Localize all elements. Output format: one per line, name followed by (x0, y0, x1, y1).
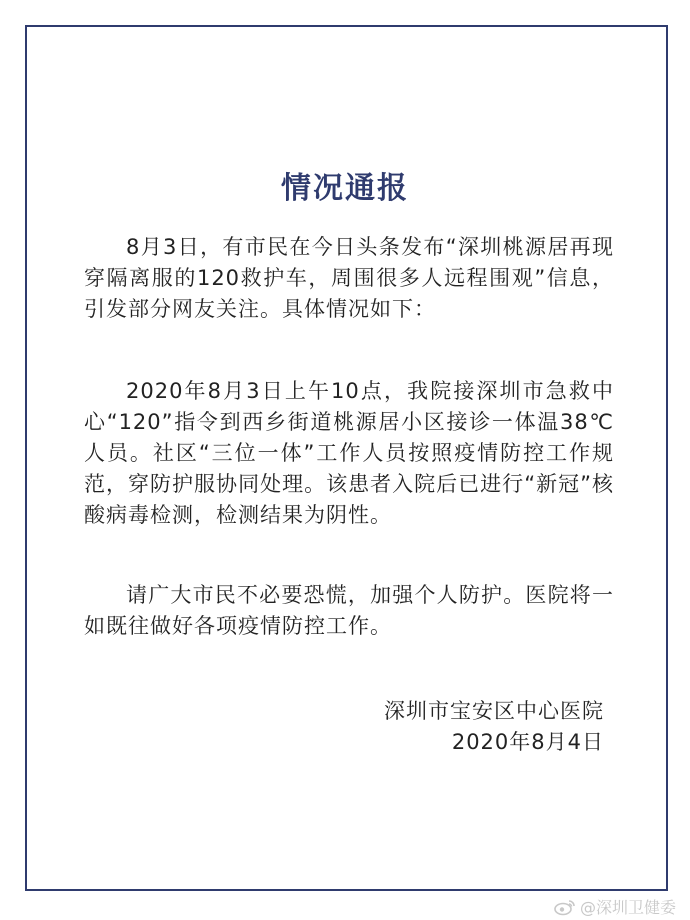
signature-date: 2020年8月4日 (451, 730, 604, 754)
paragraph-2: 2020年8月3日上午10点，我院接深圳市急救中心“120”指令到西乡街道桃源居小区接诊一体温38℃人员。社区“三位一体”工作人员按照疫情防控工作规范，穿防护服协同处理。该患者入院后已进行“新冠”核酸病毒检测，检测结果为阴性。 (84, 379, 614, 527)
notice-title: 情况通报 (281, 171, 409, 206)
signature-block (384, 696, 604, 758)
paragraph-3: 请广大市民不必要恐慌，加强个人防护。医院将一如既往做好各项疫情防控工作。 (84, 583, 614, 638)
signature-organization: 深圳市宝安区中心医院 (384, 699, 604, 723)
watermark-text: @深圳卫健委 (579, 898, 676, 917)
watermark (554, 895, 676, 918)
weibo-icon (554, 898, 576, 916)
paragraph-1: 8月3日，有市民在今日头条发布“深圳桃源居再现穿隔离服的120救护车，周围很多人远程围观”信息，引发部分网友关注。具体情况如下： (84, 235, 614, 321)
